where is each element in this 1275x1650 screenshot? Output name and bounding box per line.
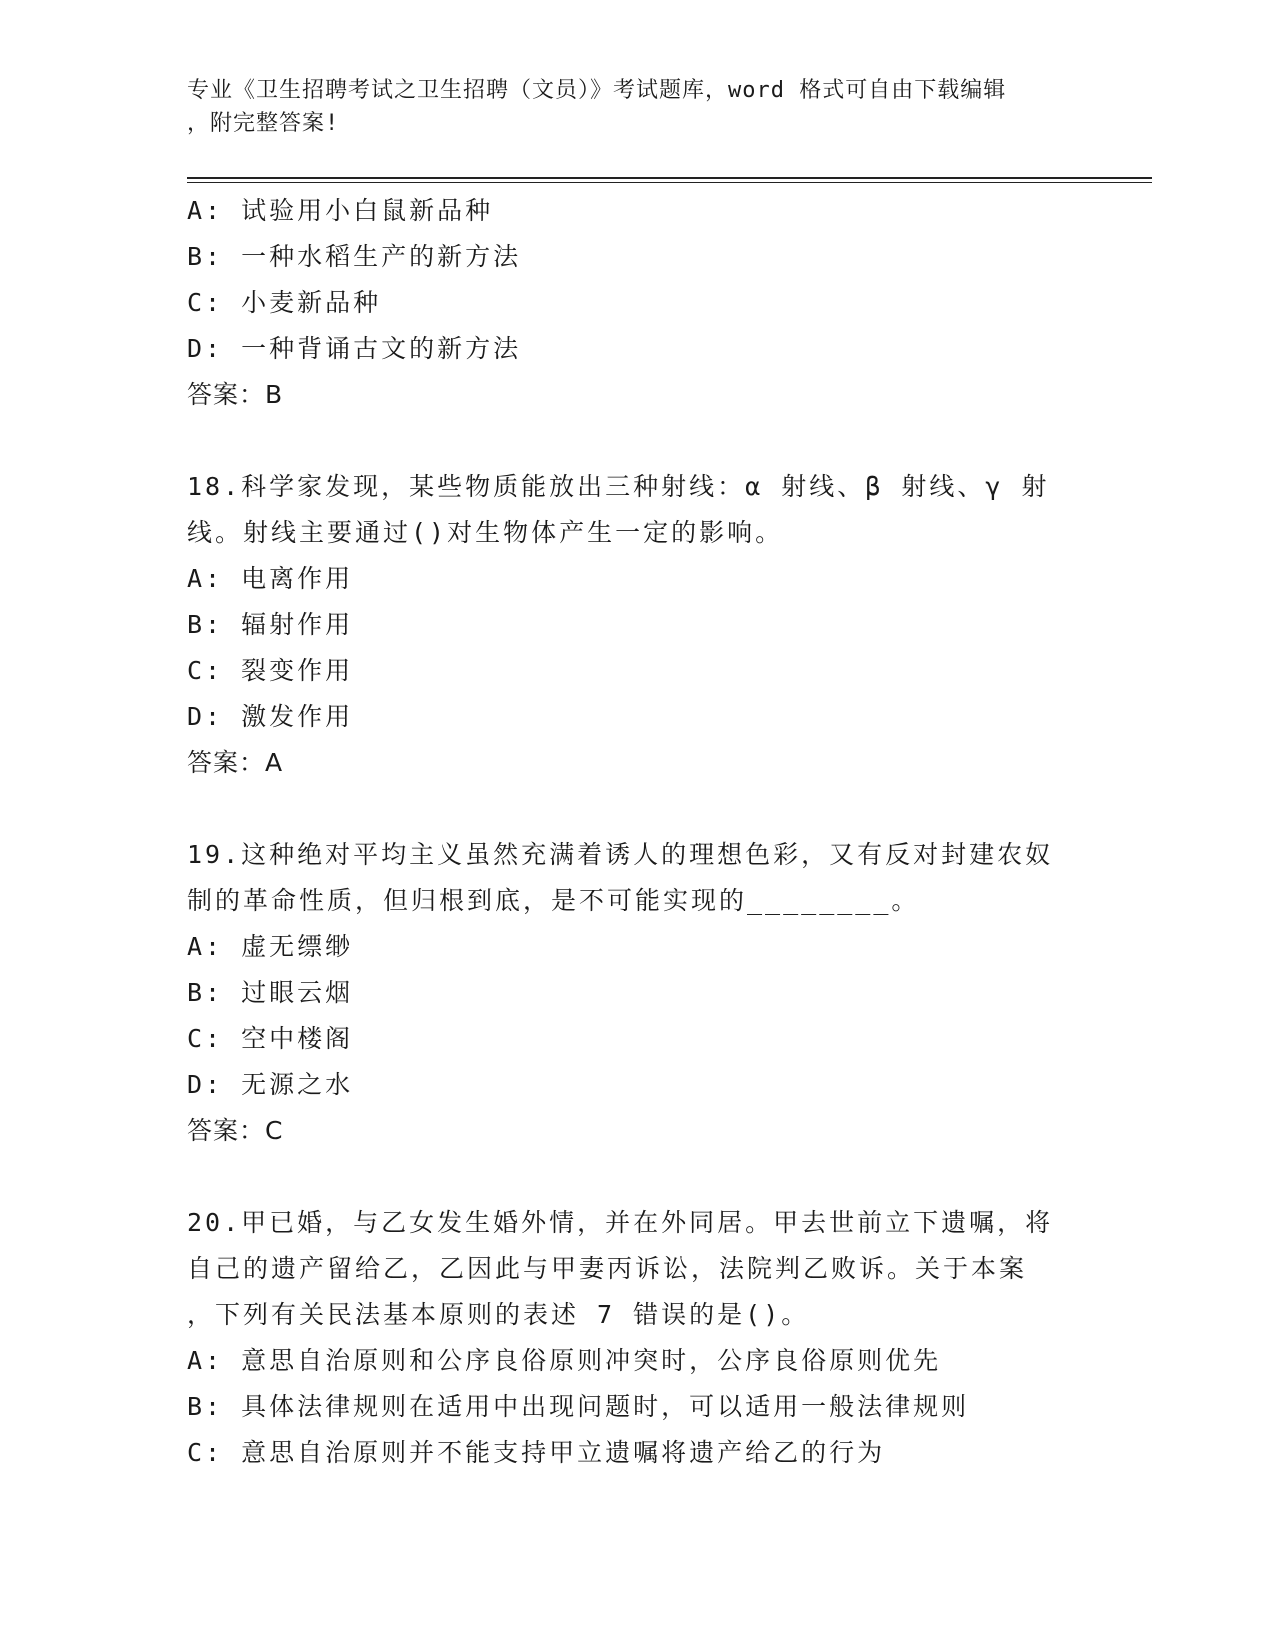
- question-stem-line: 19.这种绝对平均主义虽然充满着诱人的理想色彩，又有反对封建农奴: [187, 840, 1054, 869]
- document-body: [187, 188, 1087, 1476]
- question-stem-line: 20.甲已婚，与乙女发生婚外情，并在外同居。甲去世前立下遗嘱，将: [187, 1208, 1054, 1237]
- question-stem-line: 制的革命性质，但归根到底，是不可能实现的________。: [187, 886, 920, 915]
- option-c: C: 意思自治原则并不能支持甲立遗嘱将遗产给乙的行为: [187, 1438, 886, 1467]
- question-20: [187, 1200, 1087, 1476]
- question-stem-line: 18.科学家发现，某些物质能放出三种射线：α 射线、β 射线、γ 射: [187, 472, 1050, 501]
- header-rule: [187, 177, 1152, 179]
- option-c: C: 空中楼阁: [187, 1024, 354, 1053]
- header-rule-thin: [187, 182, 1152, 183]
- option-a: A: 电离作用: [187, 564, 354, 593]
- answer-line: 答案：A: [187, 748, 284, 777]
- question-18: [187, 464, 1087, 786]
- answer-line: 答案：C: [187, 1116, 284, 1145]
- option-c: C: 裂变作用: [187, 656, 354, 685]
- page-header: [187, 74, 1087, 140]
- question-19: [187, 832, 1087, 1154]
- question-17-tail: [187, 188, 1087, 418]
- question-stem-line: 自己的遗产留给乙，乙因此与甲妻丙诉讼，法院判乙败诉。关于本案: [187, 1254, 1028, 1283]
- answer-line: 答案：B: [187, 380, 284, 409]
- option-b: B: 具体法律规则在适用中出现问题时，可以适用一般法律规则: [187, 1392, 970, 1421]
- option-d: D: 一种背诵古文的新方法: [187, 334, 522, 363]
- option-d: D: 无源之水: [187, 1070, 354, 1099]
- question-stem-line: ，下列有关民法基本原则的表述 7 错误的是()。: [187, 1300, 810, 1329]
- header-line-2: ，附完整答案!: [187, 111, 340, 136]
- option-d: D: 激发作用: [187, 702, 354, 731]
- header-line-1: 专业《卫生招聘考试之卫生招聘（文员）》考试题库，word 格式可自由下载编辑: [187, 78, 1007, 103]
- option-b: B: 一种水稻生产的新方法: [187, 242, 522, 271]
- option-b: B: 过眼云烟: [187, 978, 354, 1007]
- option-a: A: 意思自治原则和公序良俗原则冲突时，公序良俗原则优先: [187, 1346, 942, 1375]
- option-a: A: 试验用小白鼠新品种: [187, 196, 494, 225]
- option-b: B: 辐射作用: [187, 610, 354, 639]
- option-a: A: 虚无缥缈: [187, 932, 354, 961]
- option-c: C: 小麦新品种: [187, 288, 382, 317]
- question-stem-line: 线。射线主要通过()对生物体产生一定的影响。: [187, 518, 784, 547]
